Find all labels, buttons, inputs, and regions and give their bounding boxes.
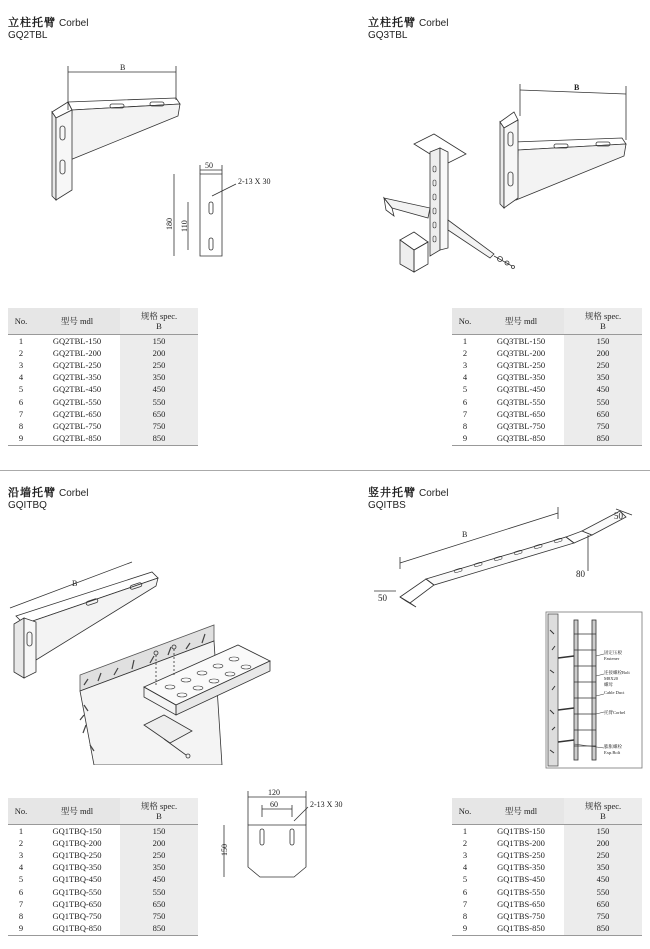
label-expbolt-en: Exp.Bolt: [604, 750, 621, 755]
cell-model: GQ1TBS-250: [497, 849, 545, 860]
cell-model: GQ2TBL-350: [52, 372, 102, 383]
cell-model: GQ1TBQ-750: [52, 910, 102, 921]
col-spec-cn: 规格 spec.: [140, 801, 178, 811]
table-row: [8, 433, 198, 446]
table-row: [8, 862, 198, 874]
table-row: [452, 898, 642, 910]
cell-model: GQ3TBL-450: [496, 384, 546, 395]
cell-no: 5: [18, 874, 24, 885]
dim-50-left: 50: [378, 593, 387, 603]
cell-model: GQ2TBL-850: [34, 433, 120, 446]
cell-no: 9: [8, 923, 34, 936]
cell-spec: 200: [120, 837, 198, 849]
table-row: [8, 384, 198, 396]
cell-model: GQ1TBS-350: [497, 862, 545, 873]
col-spec-b: B: [600, 321, 606, 331]
cell-no: 3: [462, 359, 468, 370]
cell-no: 8: [462, 420, 468, 431]
table-header-row: [8, 798, 198, 825]
table-row: [8, 420, 198, 432]
col-spec-b: B: [156, 811, 162, 821]
label-corbel-cn: 托臂Corbel: [604, 710, 626, 715]
table-row: [452, 825, 642, 838]
cell-model: GQ2TBL-150: [52, 335, 102, 346]
cell-spec: 350: [120, 862, 198, 874]
cell-no: 9: [452, 923, 478, 936]
table-header-row: [452, 798, 642, 825]
cell-spec: 850: [564, 433, 642, 446]
cell-no: 5: [462, 874, 468, 885]
table-row: [452, 420, 642, 432]
title-en: Corbel: [419, 18, 449, 29]
table-row: [8, 396, 198, 408]
cell-no: 7: [18, 898, 24, 909]
cell-spec: 250: [120, 849, 198, 861]
cell-spec: 550: [564, 886, 642, 898]
label-size: M8X20: [604, 676, 619, 681]
cell-spec: 150: [564, 335, 642, 348]
cell-no: 1: [18, 825, 24, 836]
cell-spec: 750: [564, 420, 642, 432]
table-row: [452, 372, 642, 384]
table-header-row: [8, 308, 198, 335]
dim-b: B: [574, 83, 580, 92]
table-row: [452, 408, 642, 420]
cell-model: GQ2TBL-250: [52, 359, 102, 370]
cell-spec: 350: [120, 372, 198, 384]
cell-no: 3: [462, 849, 468, 860]
cell-spec: 350: [564, 862, 642, 874]
cell-model: GQ1TBQ-150: [52, 825, 102, 836]
cell-model: GQ3TBL-750: [496, 420, 546, 431]
cell-no: 3: [18, 359, 24, 370]
cell-no: 3: [18, 849, 24, 860]
table-row: [8, 825, 198, 838]
cell-model: GQ1TBS-450: [497, 874, 545, 885]
label-bolt-cn: 连接螺栓Bolt: [604, 670, 630, 675]
cell-no: 5: [18, 384, 24, 395]
dim-b: B: [462, 530, 468, 539]
title-cn: 立柱托臂: [368, 16, 416, 29]
cell-spec: 200: [120, 347, 198, 359]
col-no: No.: [452, 308, 478, 335]
col-no: No.: [8, 308, 34, 335]
cell-model: GQ2TBL-550: [52, 396, 102, 407]
cell-no: 2: [462, 347, 468, 358]
cell-no: 4: [462, 862, 468, 873]
cell-no: 7: [462, 898, 468, 909]
cell-model: GQ3TBL-250: [496, 359, 546, 370]
cell-no: 2: [18, 837, 24, 848]
cell-model: GQ3TBL-150: [496, 335, 546, 346]
cell-no: 8: [18, 910, 24, 921]
cell-model: GQ3TBL-650: [496, 408, 546, 419]
label-lock-cn: 螺母: [604, 682, 613, 687]
gq3tbl-corbel-drawing: [490, 80, 640, 220]
cell-no: 6: [18, 886, 24, 897]
model-code: GQITBQ: [8, 500, 47, 511]
spec-table-gqitbs: [452, 798, 642, 936]
table-row: [8, 335, 198, 348]
cell-spec: 550: [120, 886, 198, 898]
cell-spec: 550: [564, 396, 642, 408]
cell-no: 4: [18, 862, 24, 873]
title-en: Corbel: [59, 18, 89, 29]
cell-no: 7: [18, 408, 24, 419]
table-row: [8, 359, 198, 371]
cell-spec: 650: [564, 408, 642, 420]
title-en: Corbel: [419, 488, 449, 499]
label-fastener-en: Fastener: [604, 656, 620, 661]
col-spec: [564, 798, 642, 825]
cell-no: 9: [8, 433, 34, 446]
cell-spec: 650: [120, 898, 198, 910]
cell-model: GQ1TBQ-250: [52, 849, 102, 860]
table-row: [452, 396, 642, 408]
cell-model: GQ3TBL-200: [496, 347, 546, 358]
cell-no: 7: [462, 408, 468, 419]
model-code: GQ3TBL: [368, 30, 408, 41]
cell-model: GQ1TBS-150: [497, 825, 545, 836]
col-spec: [120, 798, 198, 825]
table-row: [452, 862, 642, 874]
col-spec: [564, 308, 642, 335]
cell-spec: 850: [120, 433, 198, 446]
spec-table-gq2tbl: [8, 308, 198, 446]
col-model: 型号 mdl: [34, 308, 120, 335]
cell-spec: 200: [564, 347, 642, 359]
table-row: [8, 837, 198, 849]
cell-spec: 150: [564, 825, 642, 838]
table-row: [452, 910, 642, 922]
col-spec-cn: 规格 spec.: [584, 801, 622, 811]
section-title-gq3tbl: [368, 14, 448, 30]
col-spec-b: B: [156, 321, 162, 331]
dim-180: 180: [165, 218, 174, 230]
cell-model: GQ1TBQ-650: [52, 898, 102, 909]
cell-no: 1: [462, 825, 468, 836]
table-row: [452, 433, 642, 446]
spec-table-gq3tbl: [452, 308, 642, 446]
cell-model: GQ3TBL-550: [496, 396, 546, 407]
cell-spec: 450: [120, 874, 198, 886]
gqitbs-shaft-drawing: [544, 610, 644, 770]
col-spec-b: B: [600, 811, 606, 821]
section-title-gq2tbl: [8, 14, 88, 30]
cell-no: 6: [462, 396, 468, 407]
table-row: [452, 874, 642, 886]
table-row: [8, 347, 198, 359]
cell-no: 2: [462, 837, 468, 848]
cell-spec: 250: [564, 849, 642, 861]
section-title-gqitbs: [368, 484, 448, 500]
table-row: [8, 372, 198, 384]
cell-model: GQ1TBQ-350: [52, 862, 102, 873]
cell-spec: 450: [564, 874, 642, 886]
cell-spec: 750: [120, 910, 198, 922]
gqitbq-plate-drawing: [210, 785, 360, 885]
cell-model: GQ2TBL-450: [52, 384, 102, 395]
cell-model: GQ2TBL-650: [52, 408, 102, 419]
col-spec-cn: 规格 spec.: [584, 311, 622, 321]
hole-spec: 2-13 X 30: [238, 177, 271, 186]
dim-120: 120: [268, 788, 280, 797]
dim-b: B: [72, 579, 78, 588]
cell-no: 6: [18, 396, 24, 407]
table-row: [452, 347, 642, 359]
table-row: [8, 886, 198, 898]
cell-spec: 150: [120, 335, 198, 348]
cell-model: GQ1TBS-850: [478, 923, 564, 936]
table-row: [452, 335, 642, 348]
cell-spec: 650: [120, 408, 198, 420]
title-en: Corbel: [59, 488, 89, 499]
label-duct-en: Cable Duct: [604, 690, 625, 695]
cell-model: GQ1TBQ-200: [52, 837, 102, 848]
cell-spec: 150: [120, 825, 198, 838]
table-row: [8, 923, 198, 936]
dim-50-top: 50: [614, 511, 623, 521]
gq2tbl-plate-drawing: [160, 160, 290, 260]
cell-no: 6: [462, 886, 468, 897]
cell-spec: 650: [564, 898, 642, 910]
label-fastener-cn: 固定压板: [604, 650, 622, 655]
cell-model: GQ1TBS-750: [497, 910, 545, 921]
cell-model: GQ1TBS-650: [497, 898, 545, 909]
title-cn: 竖井托臂: [368, 486, 416, 499]
cell-spec: 450: [564, 384, 642, 396]
table-row: [452, 837, 642, 849]
cell-no: 4: [462, 372, 468, 383]
cell-model: GQ1TBQ-850: [34, 923, 120, 936]
table-row: [452, 384, 642, 396]
cell-spec: 750: [564, 910, 642, 922]
dim-50: 50: [205, 161, 213, 170]
cell-spec: 850: [564, 923, 642, 936]
cell-no: 5: [462, 384, 468, 395]
model-code: GQ2TBL: [8, 30, 48, 41]
table-row: [8, 910, 198, 922]
col-model: 型号 mdl: [478, 308, 564, 335]
col-spec-cn: 规格 spec.: [140, 311, 178, 321]
table-row: [452, 359, 642, 371]
spec-table-gqitbq: [8, 798, 198, 936]
table-header-row: [452, 308, 642, 335]
col-no: No.: [8, 798, 34, 825]
cell-spec: 450: [120, 384, 198, 396]
cell-spec: 200: [564, 837, 642, 849]
title-cn: 沿墙托臂: [8, 486, 56, 499]
dim-150: 150: [220, 844, 229, 856]
dim-110: 110: [180, 220, 189, 232]
cell-model: GQ1TBS-200: [497, 837, 545, 848]
cell-model: GQ2TBL-200: [52, 347, 102, 358]
table-row: [8, 849, 198, 861]
cell-model: GQ3TBL-850: [478, 433, 564, 446]
table-row: [452, 886, 642, 898]
cell-spec: 250: [120, 359, 198, 371]
table-row: [452, 849, 642, 861]
cell-spec: 850: [120, 923, 198, 936]
cell-no: 1: [462, 335, 468, 346]
dim-80: 80: [576, 569, 585, 579]
section-divider: [0, 470, 650, 471]
title-cn: 立柱托臂: [8, 16, 56, 29]
hole-spec: 2-13 X 30: [310, 800, 343, 809]
cell-model: GQ2TBL-750: [52, 420, 102, 431]
cell-spec: 750: [120, 420, 198, 432]
cell-model: GQ1TBS-550: [497, 886, 545, 897]
cell-no: 8: [462, 910, 468, 921]
cell-model: GQ1TBQ-450: [52, 874, 102, 885]
col-model: 型号 mdl: [478, 798, 564, 825]
col-model: 型号 mdl: [34, 798, 120, 825]
dim-b: B: [120, 63, 126, 72]
cell-no: 9: [452, 433, 478, 446]
cell-no: 1: [18, 335, 24, 346]
gqitbs-corbel-drawing: [370, 505, 640, 615]
gqitbq-wall-tray-drawing: [74, 615, 284, 765]
col-no: No.: [452, 798, 478, 825]
model-code: GQITBS: [368, 500, 406, 511]
cell-no: 2: [18, 347, 24, 358]
cell-spec: 350: [564, 372, 642, 384]
label-expbolt-cn: 膨胀螺栓: [604, 744, 622, 749]
table-row: [8, 898, 198, 910]
cell-no: 4: [18, 372, 24, 383]
section-title-gqitbq: [8, 484, 88, 500]
cell-spec: 250: [564, 359, 642, 371]
cell-no: 8: [18, 420, 24, 431]
table-row: [452, 923, 642, 936]
col-spec: [120, 308, 198, 335]
cell-model: GQ1TBQ-550: [52, 886, 102, 897]
cell-spec: 550: [120, 396, 198, 408]
cell-model: GQ3TBL-350: [496, 372, 546, 383]
dim-60: 60: [270, 800, 278, 809]
table-row: [8, 874, 198, 886]
table-row: [8, 408, 198, 420]
